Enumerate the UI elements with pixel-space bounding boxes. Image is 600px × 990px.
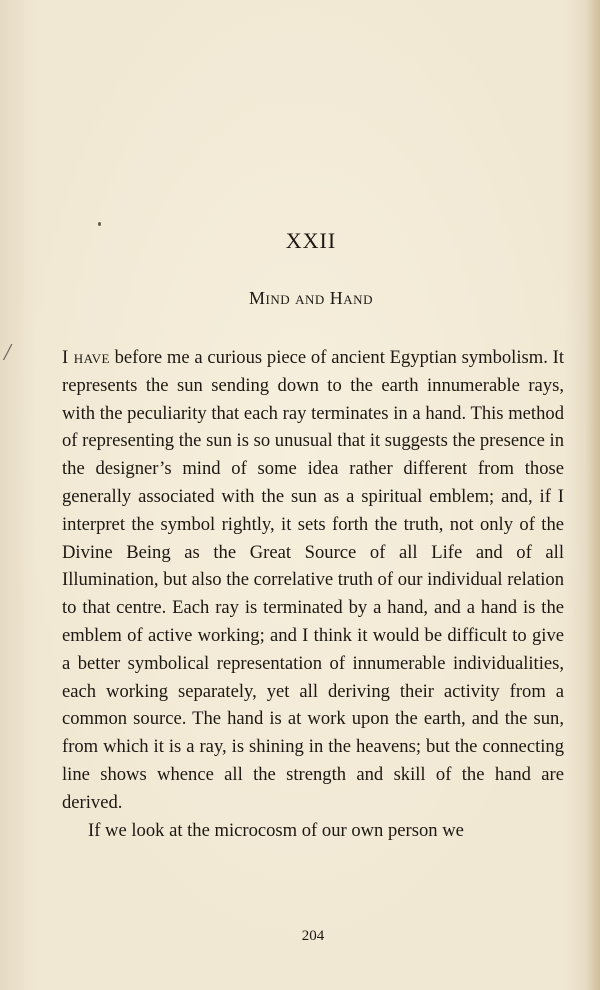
paragraph-1-lead: I have — [62, 347, 110, 368]
chapter-number: XXII — [285, 228, 337, 253]
page-edge-shadow — [586, 0, 600, 990]
paragraph-2: If we look at the microcosm of our own person we — [88, 819, 464, 841]
paragraph-1-text: before me a curious piece of ancient Egyptian symbolism. It represents the sun sending down to the earth innumerable rays, with the peculiarity that each ray terminates in a hand. This method of representing the sun is so unusual that it suggests the presence in the designer’s mind of some idea rather different from those generally associated with the sun as a spiritual emblem; and, if I interpret the symbol rightly, it sets forth the truth, not only of the Divine Being as the Great Source of all Life and of all Illumination, but also the correlative truth of our individual relation to that centre. Each ray is terminated by a hand, and a hand is the emblem of active working; and I think it would be difficult to give a better symbolical representation of innumerable individualities, each working separately, yet all deriving their activity from a common source. The hand is at work upon the earth, and the sun, from which it is a ray, is shining in the heavens; but the connecting line shows whence all the strength and skill of the hand are derived. — [62, 347, 564, 813]
chapter-title: Mind and Hand — [249, 288, 373, 308]
paper-speck — [98, 222, 101, 226]
body-text — [62, 344, 564, 844]
page-number: 204 — [301, 928, 325, 944]
paragraph-1 — [62, 344, 564, 817]
margin-pencil-mark: / — [4, 340, 11, 366]
